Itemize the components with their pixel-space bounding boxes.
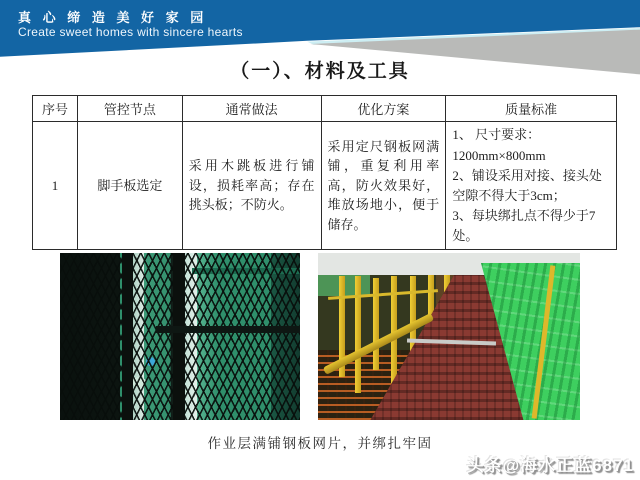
table-row [33,122,617,250]
col-header-optimized: 优化方案 [321,96,446,122]
watermark: 头条@海水正蓝6871 [466,456,634,475]
cell-node: 脚手板选定 [77,122,182,250]
cell-usual-practice: 采用木跳板进行铺设，损耗率高；存在挑头板；不防火。 [182,122,321,250]
company-slogan-english: Create sweet homes with sincere hearts [18,25,243,39]
standard-line: 1200mm×800mm [452,147,546,163]
col-header-usual: 通常做法 [182,96,321,122]
standard-line: 1、 尺寸要求： [452,127,541,142]
photo-detail [173,253,185,420]
col-header-node: 管控节点 [77,96,182,122]
table-header-row [33,96,617,122]
cell-quality-standard [446,122,617,250]
scaffold-post [373,278,379,370]
photo-detail [122,253,133,420]
company-slogan-chinese: 真 心 缔 造 美 好 家 园 [18,10,208,25]
photo-steel-mesh-closeup [60,253,300,420]
cell-optimized-plan: 采用定尺钢板网满铺，重复利用率高，防火效果好，堆放场地小，便于储存。 [321,122,446,250]
col-header-standard: 质量标准 [446,96,617,122]
standard-line: 3、每块绑扎点不得少于7处。 [452,208,596,243]
cell-serial: 1 [33,122,78,250]
photo-detail [156,326,300,333]
photo-caption: 作业层满铺钢板网片，并绑扎牢固 [207,436,433,451]
page-title: （一）、材料及工具 [230,61,410,82]
materials-table [32,95,617,250]
standard-line: 2、铺设采用对接、接头处空隙不得大于3cm； [452,168,602,203]
photo-site-walkway [318,253,580,420]
col-header-serial: 序号 [33,96,78,122]
